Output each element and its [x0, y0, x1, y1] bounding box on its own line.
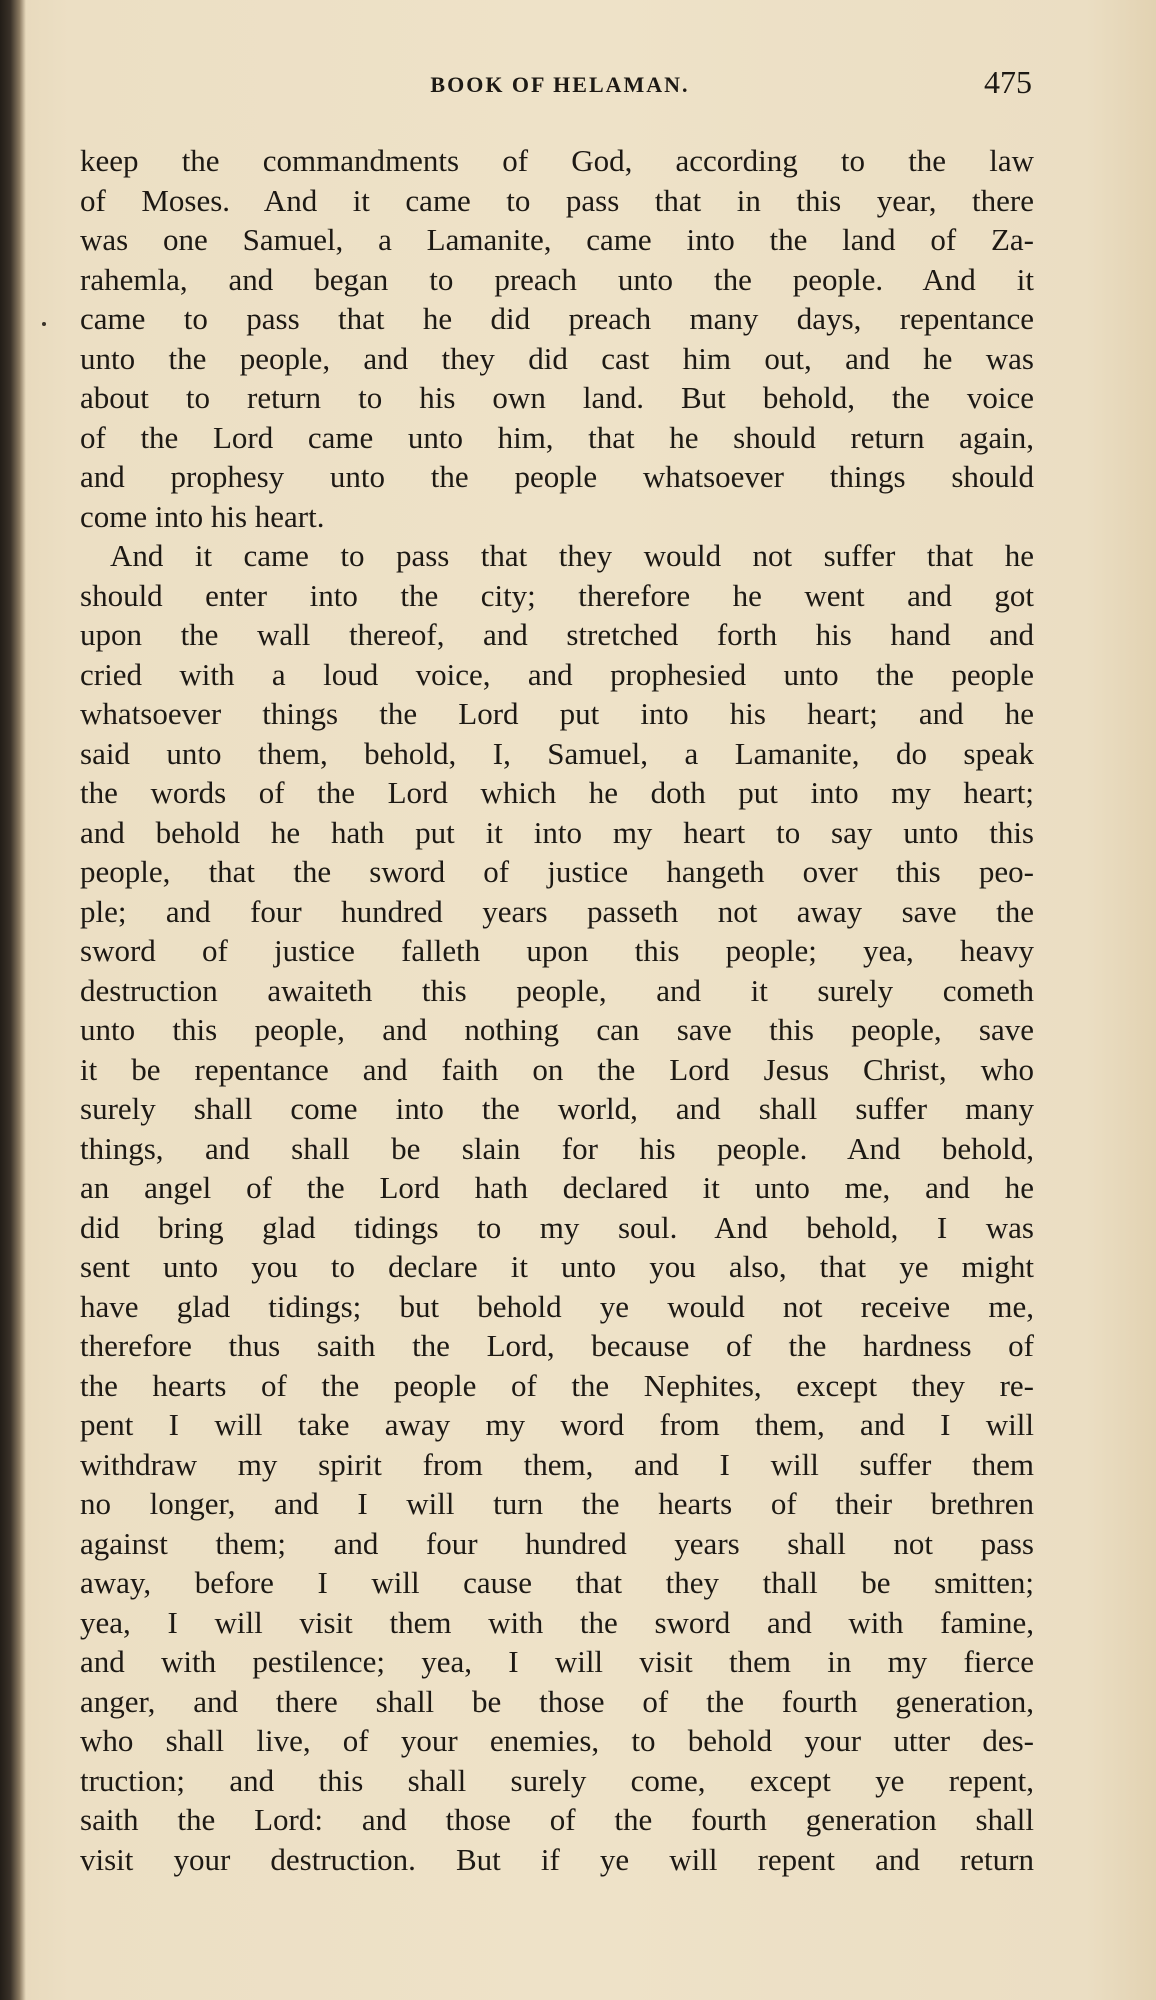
text-line: about to return to his own land. But behold, the voice	[80, 380, 1034, 415]
text-line: and with pestilence; yea, I will visit them in my fierce	[80, 1644, 1034, 1679]
text-line: yea, I will visit them with the sword and with famine,	[80, 1604, 1034, 1640]
text-line: the words of the Lord which he doth put into my heart;	[80, 775, 1034, 810]
text-line: things, and shall be slain for his people. And behold,	[80, 1130, 1034, 1166]
text-line: the hearts of the people of the Nephites, except they re-	[80, 1367, 1034, 1403]
text-line: should enter into the city; therefore he went and got	[80, 577, 1034, 613]
text-line: And it came to pass that they would not suffer that he	[110, 538, 1034, 573]
margin-mark	[42, 322, 46, 326]
text-line: whatsoever things the Lord put into his heart; and he	[80, 696, 1034, 731]
text-line: was one Samuel, a Lamanite, came into the land of Za-	[80, 222, 1034, 257]
text-line: who shall live, of your enemies, to behold your utter des-	[80, 1723, 1034, 1758]
text-line: away, before I will cause that they thall be smitten;	[80, 1565, 1034, 1600]
text-line: anger, and there shall be those of the fourth generation,	[80, 1683, 1034, 1719]
text-line: against them; and four hundred years shall not pass	[80, 1525, 1034, 1561]
text-line: pent I will take away my word from them, and I will	[80, 1407, 1034, 1442]
text-line: therefore thus saith the Lord, because of the hardness of	[80, 1328, 1034, 1363]
text-line: an angel of the Lord hath declared it unto me, and he	[80, 1170, 1034, 1205]
text-line: and prophesy unto the people whatsoever things should	[80, 459, 1034, 494]
text-line: ple; and four hundred years passeth not away save the	[80, 893, 1034, 929]
text-line: rahemla, and began to preach unto the people. And it	[80, 261, 1034, 297]
text-line: destruction awaiteth this people, and it surely cometh	[80, 972, 1034, 1008]
text-line: people, that the sword of justice hangeth over this peo-	[80, 854, 1034, 889]
text-line: sword of justice falleth upon this people; yea, heavy	[80, 933, 1034, 968]
text-line: surely shall come into the world, and shall suffer many	[80, 1091, 1034, 1126]
text-line: said unto them, behold, I, Samuel, a Lamanite, do speak	[80, 735, 1034, 771]
body-text	[80, 141, 1034, 1879]
running-head	[80, 64, 1040, 108]
text-line: truction; and this shall surely come, except ye repent,	[80, 1762, 1034, 1798]
running-head-title: BOOK OF HELAMAN.	[430, 72, 690, 97]
text-line: have glad tidings; but behold ye would not receive me,	[80, 1288, 1034, 1324]
text-line: keep the commandments of God, according to the law	[80, 143, 1034, 178]
text-line: visit your destruction. But if ye will repent and return	[80, 1841, 1034, 1877]
text-line: of the Lord came unto him, that he should return again,	[80, 419, 1034, 455]
text-line: saith the Lord: and those of the fourth generation shall	[80, 1802, 1034, 1837]
text-line: withdraw my spirit from them, and I will suffer them	[80, 1446, 1034, 1482]
text-line: unto this people, and nothing can save this people, save	[80, 1012, 1034, 1047]
text-line: come into his heart.	[80, 498, 325, 534]
text-line: and behold he hath put it into my heart to say unto this	[80, 814, 1034, 850]
text-line: upon the wall thereof, and stretched forth his hand and	[80, 617, 1034, 652]
text-line: no longer, and I will turn the hearts of their brethren	[80, 1486, 1034, 1521]
text-line: of Moses. And it came to pass that in this year, there	[80, 182, 1034, 218]
text-line: unto the people, and they did cast him out, and he was	[80, 340, 1034, 376]
text-line: cried with a loud voice, and prophesied unto the people	[80, 656, 1034, 692]
text-line: did bring glad tidings to my soul. And behold, I was	[80, 1209, 1034, 1245]
text-line: came to pass that he did preach many days, repentance	[80, 301, 1034, 336]
page-number: 475	[984, 64, 1032, 100]
binding-edge	[0, 0, 26, 2000]
text-line: it be repentance and faith on the Lord Jesus Christ, who	[80, 1051, 1034, 1087]
text-line: sent unto you to declare it unto you also, that ye might	[80, 1249, 1034, 1284]
